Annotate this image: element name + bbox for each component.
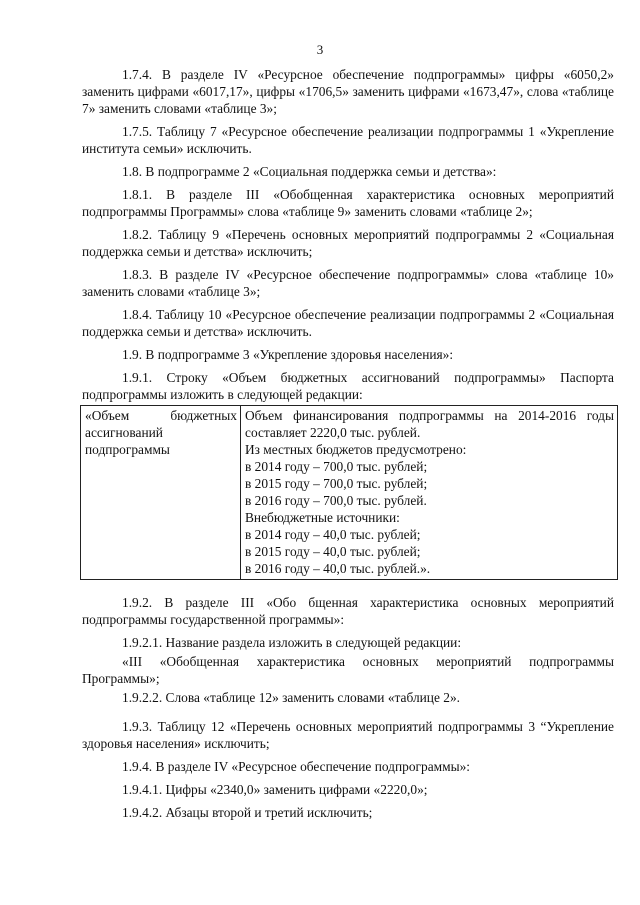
passport-budget-table (80, 405, 618, 580)
table-cell-value (241, 406, 618, 580)
table-row (81, 406, 618, 580)
paragraph-1-9-3: 1.9.3. Таблицу 12 «Перечень основных мероприятий подпрограммы 3 “Укрепление здоровья населения» исключить; (82, 719, 614, 751)
page-number: 3 (316, 42, 324, 57)
table-cell-label (81, 406, 241, 580)
paragraph-1-9-4: 1.9.4. В разделе IV «Ресурсное обеспечение подпрограммы»: (122, 759, 471, 774)
paragraph-1-8: 1.8. В подпрограмме 2 «Социальная поддержка семьи и детства»: (122, 164, 497, 179)
paragraph-1-8-2: 1.8.2. Таблицу 9 «Перечень основных мероприятий подпрограммы 2 «Социальная поддержка семьи и детства» исключить; (82, 227, 614, 259)
budget-row-label: «Объем бюджетных ассигнований подпрограммы (85, 408, 237, 457)
paragraph-1-9: 1.9. В подпрограмме 3 «Укрепление здоровья населения»: (122, 347, 454, 362)
extrabudgetary-heading: Внебюджетные источники: (245, 510, 400, 525)
extrabudgetary-line: в 2015 году – 40,0 тыс. рублей; (245, 544, 421, 559)
paragraph-1-8-3: 1.8.3. В разделе IV «Ресурсное обеспечение подпрограммы» слова «таблице 10» заменить словами «таблице 3»; (82, 267, 614, 299)
paragraph-1-9-1: 1.9.1. Строку «Объем бюджетных ассигнований подпрограммы» Паспорта подпрограммы изложить в следующей редакции: (82, 370, 614, 402)
document-body (82, 66, 614, 827)
paragraph-1-8-4: 1.8.4. Таблицу 10 «Ресурсное обеспечение реализации подпрограммы 2 «Социальная поддержка семьи и детства» исключить. (82, 307, 614, 339)
local-budget-line: в 2014 году – 700,0 тыс. рублей; (245, 459, 428, 474)
local-budgets-heading: Из местных бюджетов предусмотрено: (245, 442, 467, 457)
financing-summary: Объем финансирования подпрограммы на 2014-2016 годы составляет 2220,0 тыс. рублей. (245, 408, 614, 440)
paragraph-1-9-2-1: 1.9.2.1. Название раздела изложить в следующей редакции: (122, 635, 462, 650)
paragraph-1-9-2: 1.9.2. В разделе III «Обо бщенная характеристика основных мероприятий подпрограммы государственной программы»: (82, 595, 614, 627)
paragraph-1-7-5: 1.7.5. Таблицу 7 «Ресурсное обеспечение реализации подпрограммы 1 «Укрепление института семьи» исключить. (82, 124, 614, 156)
extrabudgetary-line: в 2016 году – 40,0 тыс. рублей.». (245, 561, 431, 576)
paragraph-1-9-2-1-quote: «III «Обобщенная характеристика основных мероприятий подпрограммы Программы»; (82, 654, 614, 686)
paragraph-1-7-4: 1.7.4. В разделе IV «Ресурсное обеспечение подпрограммы» цифры «6050,2» заменить цифрами «6017,17», цифры «1706,5» заменить цифрами «1673,47», слова «таблице 7» заменить словами «таблице 3»; (82, 67, 614, 116)
paragraph-1-9-4-1: 1.9.4.1. Цифры «2340,0» заменить цифрами «2220,0»; (122, 782, 428, 797)
local-budget-line: в 2016 году – 700,0 тыс. рублей. (245, 493, 427, 508)
paragraph-1-9-2-2: 1.9.2.2. Слова «таблице 12» заменить словами «таблице 2». (122, 690, 461, 705)
paragraph-1-8-1: 1.8.1. В разделе III «Обобщенная характеристика основных мероприятий подпрограммы Программы» слова «таблице 9» заменить словами «таблице 2»; (82, 187, 614, 219)
paragraph-1-9-4-2: 1.9.4.2. Абзацы второй и третий исключить; (122, 805, 373, 820)
local-budget-line: в 2015 году – 700,0 тыс. рублей; (245, 476, 428, 491)
extrabudgetary-line: в 2014 году – 40,0 тыс. рублей; (245, 527, 421, 542)
